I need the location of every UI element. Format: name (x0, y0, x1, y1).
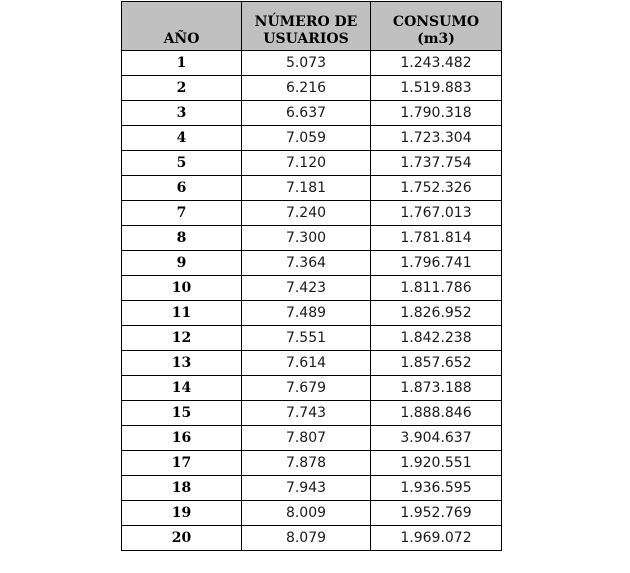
cell-users: 6.216 (242, 76, 371, 101)
table-row (122, 401, 502, 426)
table-row (122, 351, 502, 376)
header-consumption: CONSUMO (m3) (371, 2, 502, 51)
cell-users: 7.679 (242, 376, 371, 401)
table-body (122, 51, 502, 551)
cell-year: 15 (122, 401, 242, 426)
cell-consumption: 1.811.786 (371, 276, 502, 301)
cell-consumption: 1.767.013 (371, 201, 502, 226)
cell-year: 14 (122, 376, 242, 401)
cell-year: 6 (122, 176, 242, 201)
cell-year: 19 (122, 501, 242, 526)
cell-consumption: 1.790.318 (371, 101, 502, 126)
cell-year: 13 (122, 351, 242, 376)
table-row (122, 451, 502, 476)
cell-consumption: 1.796.741 (371, 251, 502, 276)
cell-consumption: 1.519.883 (371, 76, 502, 101)
cell-consumption: 1.243.482 (371, 51, 502, 76)
cell-consumption: 1.920.551 (371, 451, 502, 476)
consumption-table (121, 1, 502, 551)
cell-users: 7.181 (242, 176, 371, 201)
cell-consumption: 1.842.238 (371, 326, 502, 351)
table-row (122, 201, 502, 226)
cell-year: 3 (122, 101, 242, 126)
cell-users: 7.300 (242, 226, 371, 251)
table-row (122, 176, 502, 201)
table-row (122, 376, 502, 401)
cell-consumption: 1.781.814 (371, 226, 502, 251)
header-row (122, 2, 502, 51)
cell-users: 7.878 (242, 451, 371, 476)
cell-year: 1 (122, 51, 242, 76)
cell-year: 17 (122, 451, 242, 476)
table-row (122, 426, 502, 451)
cell-year: 5 (122, 151, 242, 176)
table-row (122, 526, 502, 551)
cell-users: 8.079 (242, 526, 371, 551)
cell-year: 18 (122, 476, 242, 501)
cell-users: 5.073 (242, 51, 371, 76)
cell-users: 7.807 (242, 426, 371, 451)
table-row (122, 101, 502, 126)
cell-consumption: 1.952.769 (371, 501, 502, 526)
cell-consumption: 1.826.952 (371, 301, 502, 326)
table-row (122, 276, 502, 301)
cell-consumption: 3.904.637 (371, 426, 502, 451)
table-row (122, 126, 502, 151)
cell-year: 8 (122, 226, 242, 251)
cell-consumption: 1.873.188 (371, 376, 502, 401)
table-row (122, 76, 502, 101)
cell-users: 7.551 (242, 326, 371, 351)
cell-year: 4 (122, 126, 242, 151)
table-row (122, 226, 502, 251)
cell-users: 7.240 (242, 201, 371, 226)
cell-consumption: 1.936.595 (371, 476, 502, 501)
cell-consumption: 1.857.652 (371, 351, 502, 376)
cell-consumption: 1.752.326 (371, 176, 502, 201)
cell-year: 2 (122, 76, 242, 101)
cell-users: 7.423 (242, 276, 371, 301)
cell-year: 12 (122, 326, 242, 351)
header-year: AÑO (122, 2, 242, 51)
table-row (122, 326, 502, 351)
table-row (122, 476, 502, 501)
cell-consumption: 1.888.846 (371, 401, 502, 426)
cell-consumption: 1.969.072 (371, 526, 502, 551)
cell-year: 20 (122, 526, 242, 551)
table-row (122, 301, 502, 326)
cell-users: 7.120 (242, 151, 371, 176)
cell-year: 11 (122, 301, 242, 326)
cell-users: 6.637 (242, 101, 371, 126)
cell-consumption: 1.723.304 (371, 126, 502, 151)
cell-year: 7 (122, 201, 242, 226)
table-row (122, 51, 502, 76)
cell-users: 7.743 (242, 401, 371, 426)
table-row (122, 151, 502, 176)
cell-users: 7.364 (242, 251, 371, 276)
header-users: NÚMERO DE USUARIOS (242, 2, 371, 51)
cell-year: 16 (122, 426, 242, 451)
cell-users: 7.943 (242, 476, 371, 501)
cell-users: 7.059 (242, 126, 371, 151)
cell-users: 7.614 (242, 351, 371, 376)
cell-users: 8.009 (242, 501, 371, 526)
table-row (122, 251, 502, 276)
cell-year: 9 (122, 251, 242, 276)
table-row (122, 501, 502, 526)
cell-users: 7.489 (242, 301, 371, 326)
cell-consumption: 1.737.754 (371, 151, 502, 176)
cell-year: 10 (122, 276, 242, 301)
